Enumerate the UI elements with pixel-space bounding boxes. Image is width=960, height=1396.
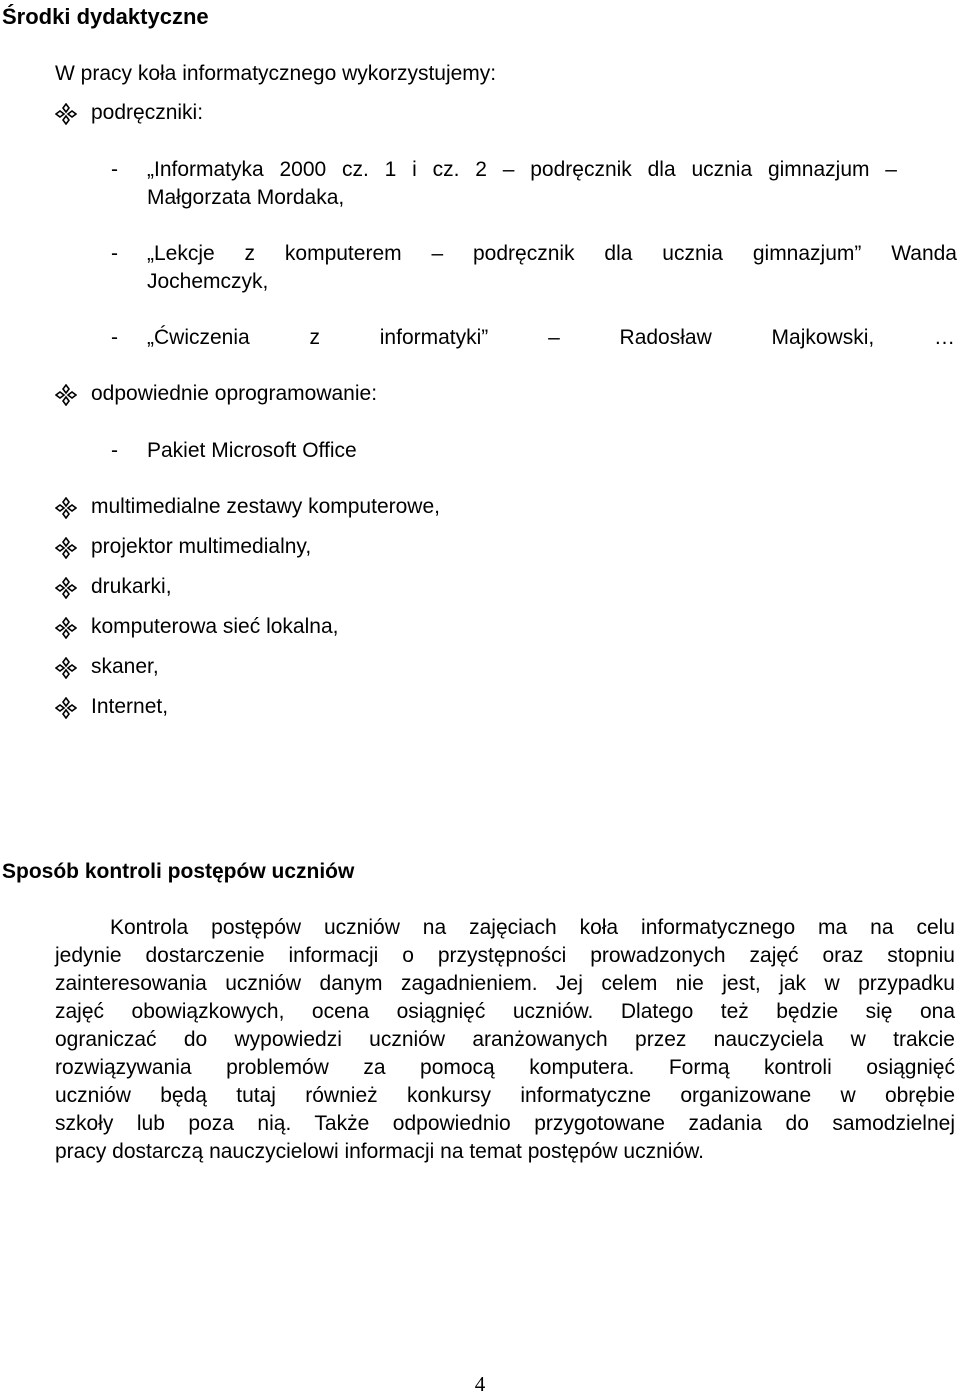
four-diamond-bullet-icon bbox=[55, 697, 77, 719]
dash-marker: - bbox=[111, 242, 118, 265]
paragraph-line: zainteresowania uczniów danym zagadnieniem. Jej celem nie jest, jak w przypadku bbox=[55, 972, 955, 995]
paragraph-line: ograniczać do wypowiedzi uczniów aranżowanych przez nauczyciela w trakcie bbox=[55, 1028, 955, 1051]
page-number: 4 bbox=[474, 1372, 486, 1396]
four-diamond-bullet-icon bbox=[55, 537, 77, 559]
textbook-item-2-line2: Jochemczyk, bbox=[147, 270, 269, 293]
bullet-item: komputerowa sieć lokalna, bbox=[91, 615, 339, 638]
paragraph-line: Kontrola postępów uczniów na zajęciach koła informatycznego ma na celu bbox=[110, 916, 955, 939]
bullet-item: Internet, bbox=[91, 695, 169, 718]
bullet-label-textbooks: podręczniki: bbox=[91, 101, 204, 124]
bullet-item: drukarki, bbox=[91, 575, 172, 598]
section-heading-teaching-aids: Środki dydaktyczne bbox=[2, 4, 209, 29]
textbook-item-1-line1: „Informatyka 2000 cz. 1 i cz. 2 – podręcznik dla ucznia gimnazjum – bbox=[147, 158, 897, 181]
textbook-item-3-line1: „Ćwiczenia z informatyki” – Radosław Majkowski, … bbox=[147, 326, 955, 349]
bullet-item: projektor multimedialny, bbox=[91, 535, 312, 558]
dash-marker: - bbox=[111, 326, 118, 349]
dash-marker: - bbox=[111, 158, 118, 181]
four-diamond-bullet-icon bbox=[55, 617, 77, 639]
paragraph-line: zajęć obowiązkowych, ocena osiągnięć uczniów. Dlatego też będzie się ona bbox=[55, 1000, 955, 1023]
paragraph-line: rozwiązywania problemów za pomocą komputera. Formą kontroli osiągnięć bbox=[55, 1056, 955, 1079]
section-heading-progress-control: Sposób kontroli postępów uczniów bbox=[2, 860, 355, 883]
bullet-label-software: odpowiednie oprogramowanie: bbox=[91, 382, 378, 405]
four-diamond-bullet-icon bbox=[55, 497, 77, 519]
four-diamond-bullet-icon bbox=[55, 657, 77, 679]
four-diamond-bullet-icon bbox=[55, 577, 77, 599]
software-item-1: Pakiet Microsoft Office bbox=[147, 439, 357, 462]
paragraph-line: uczniów będą tutaj również konkursy informatyczne organizowane w obrębie bbox=[55, 1084, 955, 1107]
paragraph-line: jedynie dostarczenie informacji o przystępności prowadzonych zajęć oraz stopniu bbox=[55, 944, 955, 967]
paragraph-line: szkoły lub poza nią. Także odpowiednio przygotowane zadania do samodzielnej bbox=[55, 1112, 955, 1135]
dash-marker: - bbox=[111, 439, 118, 462]
textbook-item-1-line2: Małgorzata Mordaka, bbox=[147, 186, 345, 209]
bullet-item: multimedialne zestawy komputerowe, bbox=[91, 495, 440, 518]
four-diamond-bullet-icon bbox=[55, 103, 77, 125]
bullet-item: skaner, bbox=[91, 655, 159, 678]
intro-text: W pracy koła informatycznego wykorzystujemy: bbox=[55, 62, 497, 85]
four-diamond-bullet-icon bbox=[55, 384, 77, 406]
paragraph-line: pracy dostarczą nauczycielowi informacji na temat postępów uczniów. bbox=[55, 1140, 704, 1163]
textbook-item-2-line1: „Lekcje z komputerem – podręcznik dla ucznia gimnazjum” Wanda bbox=[147, 242, 957, 265]
